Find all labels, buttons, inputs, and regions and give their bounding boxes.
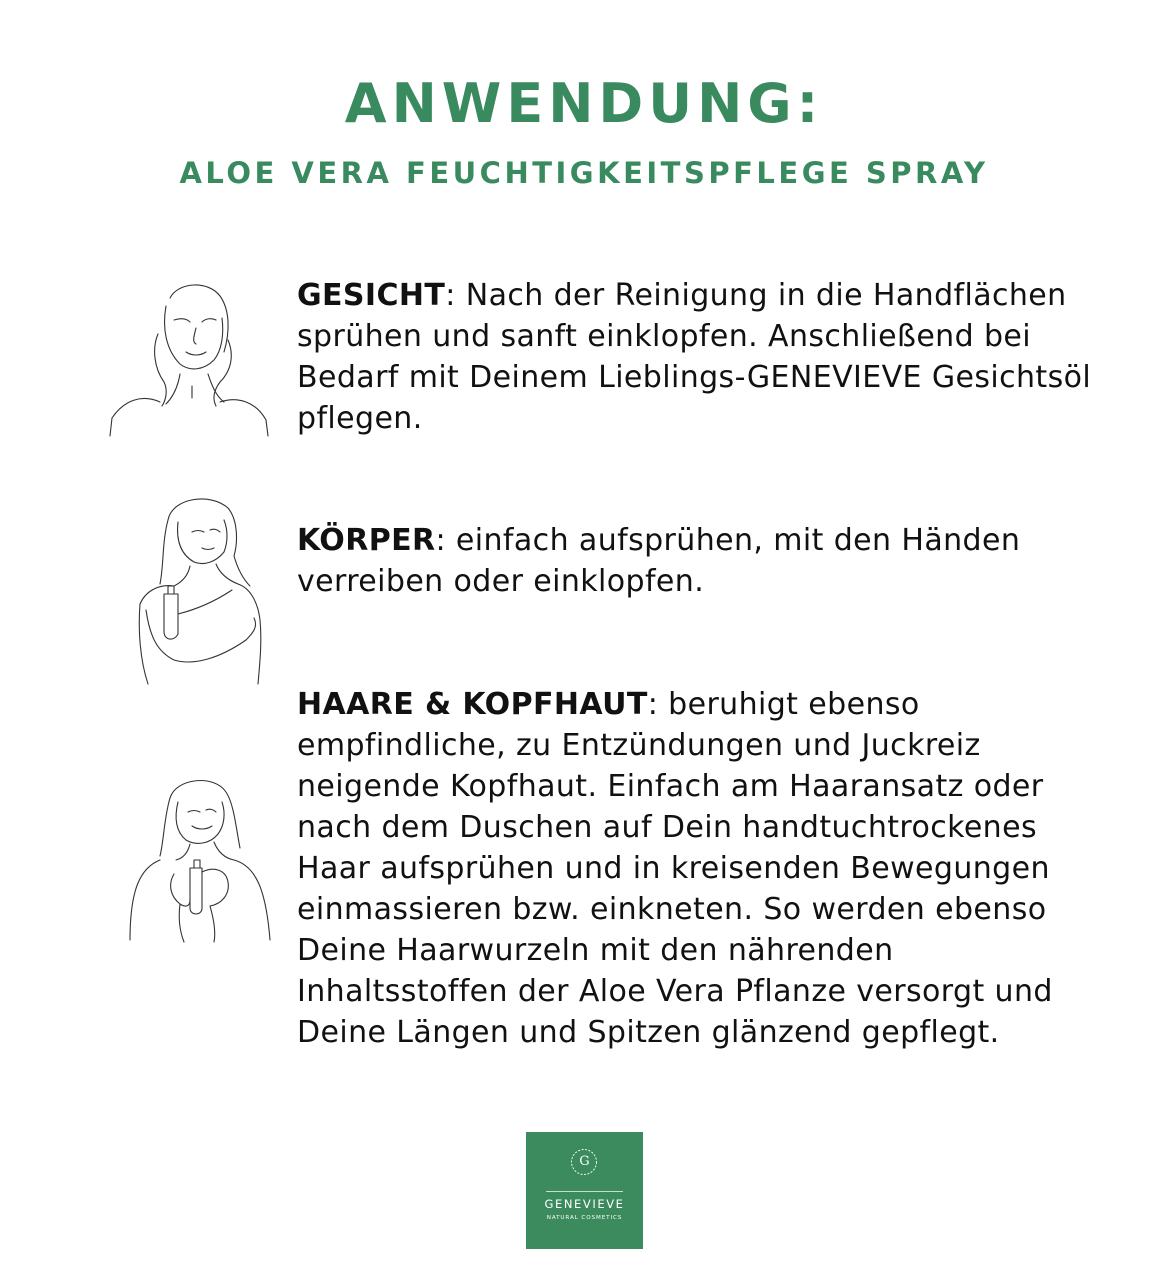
logo-tagline: NATURAL COSMETICS <box>546 1215 623 1221</box>
logo-initial: G <box>579 1154 590 1169</box>
logo-divider <box>546 1191 623 1192</box>
section-body: : einfach aufsprühen, mit den Händen verreiben oder einklopfen. <box>297 523 1021 599</box>
section-label: GESICHT <box>297 278 446 313</box>
body-care-illustration <box>134 490 266 686</box>
body-care-text <box>297 520 1097 602</box>
section-body: : beruhigt ebenso empfindliche, zu Entzündungen und Juckreiz neigende Kopfhaut. Einfach am Haaransatz oder nach dem Duschen auf Dein handtuchtrockenes Haar aufsprühen und in kreisenden Bewegungen einmassieren bzw. einkneten. So werden ebenso Deine Haarwurzeln mit den nährenden Inhaltsstoffen der Aloe Vera Pflanze versorgt und Deine Längen und Spitzen glänzend gepflegt. <box>297 687 1053 1050</box>
section-body: : Nach der Reinigung in die Handflächen sprühen und sanft einklopfen. Anschließend bei Bedarf mit Deinem Lieblings-GENEVIEVE Gesichtsöl pflegen. <box>297 278 1092 436</box>
face-care-text <box>297 275 1097 439</box>
page-subtitle: ALOE VERA FEUCHTIGKEITSPFLEGE SPRAY <box>179 156 989 190</box>
hair-care-text <box>297 684 1097 1053</box>
hair-care-illustration <box>126 772 274 946</box>
genevieve-logo <box>526 1132 643 1249</box>
page-title: ANWENDUNG: <box>344 72 824 135</box>
section-label: KÖRPER <box>297 523 436 558</box>
section-label: HAARE & KOPFHAUT <box>297 687 648 722</box>
logo-name: GENEVIEVE <box>544 1197 625 1211</box>
face-care-illustration <box>108 278 270 440</box>
